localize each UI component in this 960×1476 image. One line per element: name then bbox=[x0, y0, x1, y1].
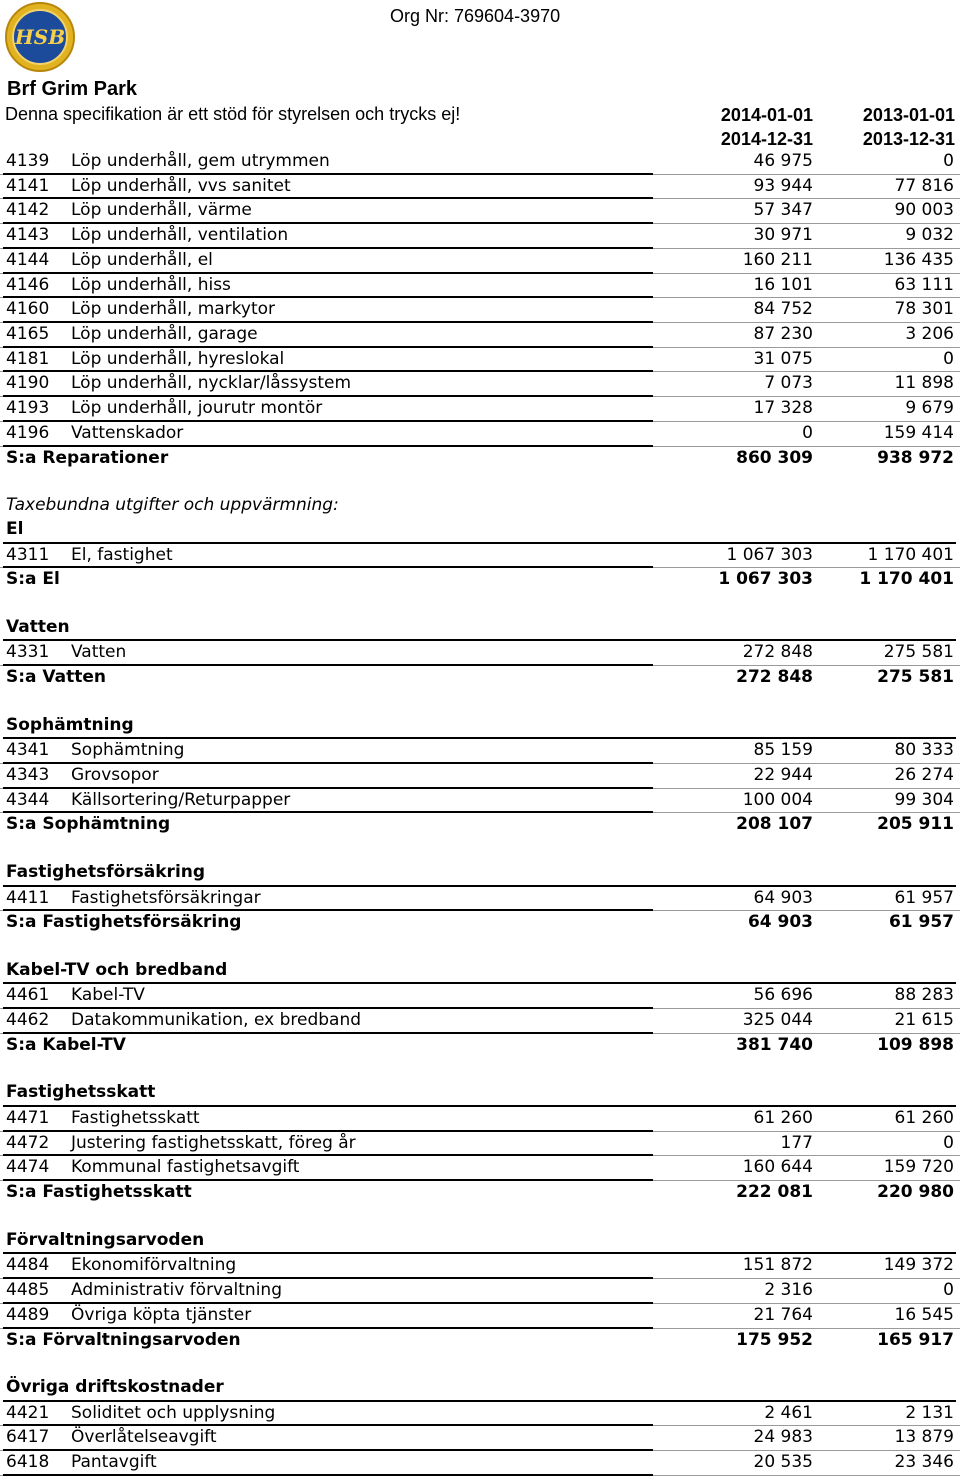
account-name: Justering fastighetsskatt, föreg år bbox=[71, 1132, 356, 1153]
amount-2014: 64 903 bbox=[753, 887, 813, 908]
amount-2013: 220 980 bbox=[877, 1182, 954, 1203]
account-name: Pantavgift bbox=[71, 1452, 157, 1473]
amount-2013: 2 131 bbox=[905, 1402, 954, 1423]
account-code: 4142 bbox=[6, 200, 50, 221]
table-row bbox=[0, 1279, 960, 1304]
amount-2014: 56 696 bbox=[753, 985, 813, 1006]
table-row bbox=[0, 372, 960, 397]
account-code: 4485 bbox=[6, 1280, 50, 1301]
amount-2013: 9 679 bbox=[905, 398, 954, 419]
sum-label: S:a Fastighetsförsäkring bbox=[6, 912, 242, 933]
account-name: Löp underhåll, gem utrymmen bbox=[71, 151, 330, 171]
table-row bbox=[0, 199, 960, 224]
category-label: Fastighetsförsäkring bbox=[6, 861, 206, 882]
amount-2014: 85 159 bbox=[753, 740, 813, 761]
amount-2014: 0 bbox=[802, 422, 813, 443]
account-name: Löp underhåll, hiss bbox=[71, 274, 231, 295]
table-row bbox=[0, 1451, 960, 1476]
period2-to: 2013-12-31 bbox=[862, 129, 955, 149]
category-heading bbox=[3, 959, 956, 985]
amount-2014: 381 740 bbox=[736, 1034, 813, 1055]
amount-2013: 63 111 bbox=[894, 274, 954, 295]
amount-2013: 77 816 bbox=[894, 175, 954, 196]
account-code: 6417 bbox=[6, 1427, 50, 1448]
sum-row bbox=[0, 568, 960, 592]
amount-2013: 0 bbox=[943, 1132, 954, 1153]
account-code: 4143 bbox=[6, 225, 50, 246]
account-code: 4190 bbox=[6, 373, 50, 394]
amount-2014: 20 535 bbox=[753, 1452, 813, 1473]
table-row bbox=[0, 544, 960, 569]
period1-to: 2014-12-31 bbox=[720, 129, 813, 149]
amount-2014: 46 975 bbox=[753, 151, 813, 171]
account-code: 4146 bbox=[6, 274, 50, 295]
amount-2014: 160 211 bbox=[742, 249, 813, 270]
amount-2014: 31 075 bbox=[753, 348, 813, 369]
account-code: 4341 bbox=[6, 740, 50, 761]
amount-2014: 272 848 bbox=[742, 642, 813, 663]
account-name: Löp underhåll, el bbox=[71, 249, 213, 270]
spacer-row bbox=[0, 1352, 960, 1376]
account-code: 4489 bbox=[6, 1304, 50, 1325]
spacer-row bbox=[0, 1058, 960, 1082]
table-row bbox=[0, 150, 960, 175]
specification-table bbox=[0, 150, 960, 1476]
category-heading bbox=[3, 861, 956, 887]
account-code: 4196 bbox=[6, 422, 50, 443]
sum-label: S:a Fastighetsskatt bbox=[6, 1182, 192, 1203]
amount-2014: 87 230 bbox=[753, 324, 813, 345]
table-row bbox=[0, 298, 960, 323]
company-name: Brf Grim Park bbox=[7, 78, 138, 100]
table-row bbox=[0, 323, 960, 348]
account-code: 4461 bbox=[6, 985, 50, 1006]
table-row bbox=[0, 984, 960, 1009]
table-row bbox=[0, 739, 960, 764]
account-code: 4141 bbox=[6, 175, 50, 196]
category-label: Vatten bbox=[6, 616, 70, 637]
table-row bbox=[0, 789, 960, 814]
amount-2014: 1 067 303 bbox=[726, 544, 813, 565]
amount-2014: 64 903 bbox=[747, 912, 813, 933]
account-name: El, fastighet bbox=[71, 544, 173, 565]
spacer-row bbox=[0, 470, 960, 494]
amount-2014: 325 044 bbox=[742, 1010, 813, 1031]
amount-2014: 160 644 bbox=[742, 1157, 813, 1178]
sum-label: S:a Förvaltningsarvoden bbox=[6, 1329, 241, 1350]
amount-2013: 275 581 bbox=[883, 642, 954, 663]
amount-2013: 21 615 bbox=[894, 1010, 954, 1031]
amount-2013: 0 bbox=[943, 151, 954, 171]
account-code: 4471 bbox=[6, 1108, 50, 1129]
spacer-row bbox=[0, 690, 960, 714]
account-code: 4421 bbox=[6, 1402, 50, 1423]
amount-2013: 88 283 bbox=[894, 985, 954, 1006]
account-name: Vatten bbox=[71, 642, 127, 663]
account-code: 4193 bbox=[6, 398, 50, 419]
amount-2014: 21 764 bbox=[753, 1304, 813, 1325]
account-name: Löp underhåll, vvs sanitet bbox=[71, 175, 291, 196]
amount-2013: 159 414 bbox=[883, 422, 954, 443]
category-label: Förvaltningsarvoden bbox=[6, 1229, 205, 1250]
account-name: Löp underhåll, nycklar/låssystem bbox=[71, 373, 352, 394]
subheading-row bbox=[0, 494, 960, 518]
account-name: Taxebundna utgifter och uppvärmning: bbox=[6, 495, 339, 516]
amount-2014: 24 983 bbox=[753, 1427, 813, 1448]
account-code: 4411 bbox=[6, 887, 50, 908]
table-row bbox=[0, 1132, 960, 1157]
account-name: Ekonomiförvaltning bbox=[71, 1255, 237, 1276]
amount-2013: 13 879 bbox=[894, 1427, 954, 1448]
account-name: Administrativ förvaltning bbox=[71, 1280, 282, 1301]
sum-label: S:a Kabel-TV bbox=[6, 1034, 126, 1055]
account-code: 4144 bbox=[6, 249, 50, 270]
spacer-row bbox=[0, 935, 960, 959]
sum-label: S:a Vatten bbox=[6, 667, 107, 688]
sum-row bbox=[0, 1181, 960, 1205]
amount-2014: 84 752 bbox=[753, 299, 813, 320]
account-name: Fastighetsförsäkringar bbox=[71, 887, 261, 908]
amount-2013: 149 372 bbox=[883, 1255, 954, 1276]
account-name: Sophämtning bbox=[71, 740, 185, 761]
category-label: Fastighetsskatt bbox=[6, 1082, 156, 1103]
table-row bbox=[0, 175, 960, 200]
table-row bbox=[0, 1254, 960, 1279]
amount-2014: 177 bbox=[780, 1132, 813, 1153]
category-label: Sophämtning bbox=[6, 714, 134, 735]
period2-from: 2013-01-01 bbox=[862, 105, 955, 125]
amount-2014: 208 107 bbox=[736, 814, 813, 835]
category-label: Övriga driftskostnader bbox=[6, 1376, 224, 1397]
sum-row bbox=[0, 911, 960, 935]
account-code: 4472 bbox=[6, 1132, 50, 1153]
table-row bbox=[0, 422, 960, 447]
sum-row bbox=[0, 813, 960, 837]
category-label: El bbox=[6, 518, 24, 539]
table-row bbox=[0, 1304, 960, 1329]
amount-2013: 938 972 bbox=[877, 447, 954, 468]
account-code: 4484 bbox=[6, 1255, 50, 1276]
account-name: Datakommunikation, ex bredband bbox=[71, 1010, 362, 1031]
sum-label: S:a Sophämtning bbox=[6, 814, 171, 835]
account-name: Fastighetsskatt bbox=[71, 1108, 200, 1129]
account-name: Löp underhåll, markytor bbox=[71, 299, 276, 320]
table-row bbox=[0, 1107, 960, 1132]
sum-row bbox=[0, 666, 960, 690]
account-name: Löp underhåll, garage bbox=[71, 324, 258, 345]
category-heading bbox=[3, 1229, 956, 1255]
amount-2013: 61 260 bbox=[894, 1108, 954, 1129]
amount-2014: 860 309 bbox=[736, 447, 813, 468]
hsb-logo-text: HSB bbox=[14, 25, 66, 49]
amount-2013: 90 003 bbox=[894, 200, 954, 221]
account-code: 6418 bbox=[6, 1452, 50, 1473]
amount-2013: 159 720 bbox=[883, 1157, 954, 1178]
amount-2014: 100 004 bbox=[742, 789, 813, 810]
account-code: 4139 bbox=[6, 151, 50, 171]
amount-2013: 3 206 bbox=[905, 324, 954, 345]
table-row bbox=[0, 641, 960, 666]
table-row bbox=[0, 274, 960, 299]
spacer-row bbox=[0, 837, 960, 861]
amount-2013: 23 346 bbox=[894, 1452, 954, 1473]
amount-2014: 2 316 bbox=[764, 1280, 813, 1301]
table-row bbox=[0, 224, 960, 249]
account-name: Kabel-TV bbox=[71, 985, 145, 1006]
table-row bbox=[0, 1009, 960, 1034]
amount-2013: 165 917 bbox=[877, 1329, 954, 1350]
sum-label: S:a El bbox=[6, 569, 60, 590]
amount-2014: 16 101 bbox=[753, 274, 813, 295]
account-name: Vattenskador bbox=[71, 422, 184, 443]
table-row bbox=[0, 397, 960, 422]
sum-row bbox=[0, 1329, 960, 1353]
amount-2014: 2 461 bbox=[764, 1402, 813, 1423]
category-heading bbox=[3, 616, 956, 642]
category-heading bbox=[3, 1081, 956, 1107]
amount-2013: 78 301 bbox=[894, 299, 954, 320]
account-code: 4311 bbox=[6, 544, 50, 565]
amount-2014: 1 067 303 bbox=[718, 569, 813, 590]
amount-2013: 61 957 bbox=[894, 887, 954, 908]
account-code: 4165 bbox=[6, 324, 50, 345]
amount-2013: 80 333 bbox=[894, 740, 954, 761]
account-code: 4160 bbox=[6, 299, 50, 320]
account-name: Löp underhåll, ventilation bbox=[71, 225, 289, 246]
amount-2013: 275 581 bbox=[877, 667, 954, 688]
amount-2013: 205 911 bbox=[877, 814, 954, 835]
table-row bbox=[0, 764, 960, 789]
period1-from: 2014-01-01 bbox=[720, 105, 813, 125]
amount-2013: 26 274 bbox=[894, 764, 954, 785]
amount-2014: 22 944 bbox=[753, 764, 813, 785]
category-label: Kabel-TV och bredband bbox=[6, 959, 228, 980]
account-code: 4344 bbox=[6, 789, 50, 810]
table-row bbox=[0, 1402, 960, 1427]
sum-row bbox=[0, 447, 960, 471]
account-code: 4331 bbox=[6, 642, 50, 663]
amount-2013: 1 170 401 bbox=[867, 544, 954, 565]
table-row bbox=[0, 348, 960, 373]
account-name: Löp underhåll, hyreslokal bbox=[71, 348, 285, 369]
account-name: Källsortering/Returpapper bbox=[71, 789, 291, 810]
amount-2013: 1 170 401 bbox=[859, 569, 954, 590]
amount-2014: 175 952 bbox=[736, 1329, 813, 1350]
account-name: Kommunal fastighetsavgift bbox=[71, 1157, 300, 1178]
category-heading bbox=[3, 1376, 956, 1402]
hsb-logo bbox=[2, 1, 78, 73]
amount-2014: 7 073 bbox=[764, 373, 813, 394]
account-code: 4462 bbox=[6, 1010, 50, 1031]
account-name: Löp underhåll, jourutr montör bbox=[71, 398, 323, 419]
account-name: Grovsopor bbox=[71, 764, 159, 785]
amount-2013: 99 304 bbox=[894, 789, 954, 810]
table-row bbox=[0, 1156, 960, 1181]
amount-2013: 0 bbox=[943, 348, 954, 369]
spacer-row bbox=[0, 592, 960, 616]
category-heading bbox=[3, 714, 956, 740]
category-heading bbox=[3, 518, 956, 544]
amount-2014: 222 081 bbox=[736, 1182, 813, 1203]
amount-2014: 272 848 bbox=[736, 667, 813, 688]
account-code: 4474 bbox=[6, 1157, 50, 1178]
spacer-row bbox=[0, 1205, 960, 1229]
table-row bbox=[0, 249, 960, 274]
account-code: 4181 bbox=[6, 348, 50, 369]
account-code: 4343 bbox=[6, 764, 50, 785]
amount-2013: 136 435 bbox=[883, 249, 954, 270]
amount-2013: 61 957 bbox=[888, 912, 954, 933]
account-name: Soliditet och upplysning bbox=[71, 1402, 276, 1423]
amount-2013: 9 032 bbox=[905, 225, 954, 246]
table-row bbox=[0, 1426, 960, 1451]
amount-2014: 17 328 bbox=[753, 398, 813, 419]
amount-2014: 93 944 bbox=[753, 175, 813, 196]
table-row bbox=[0, 887, 960, 912]
specification-note: Denna specifikation är ett stöd för styrelsen och trycks ej! bbox=[5, 104, 461, 124]
amount-2013: 0 bbox=[943, 1280, 954, 1301]
account-name: Överlåtelseavgift bbox=[71, 1427, 217, 1448]
amount-2014: 30 971 bbox=[753, 225, 813, 246]
sum-label: S:a Reparationer bbox=[6, 447, 169, 468]
account-name: Övriga köpta tjänster bbox=[71, 1304, 252, 1325]
amount-2013: 16 545 bbox=[894, 1304, 954, 1325]
amount-2014: 57 347 bbox=[753, 200, 813, 221]
org-number: Org Nr: 769604-3970 bbox=[390, 6, 561, 26]
amount-2013: 109 898 bbox=[877, 1034, 954, 1055]
amount-2014: 151 872 bbox=[742, 1255, 813, 1276]
sum-row bbox=[0, 1034, 960, 1058]
amount-2013: 11 898 bbox=[894, 373, 954, 394]
account-name: Löp underhåll, värme bbox=[71, 200, 252, 221]
amount-2014: 61 260 bbox=[753, 1108, 813, 1129]
